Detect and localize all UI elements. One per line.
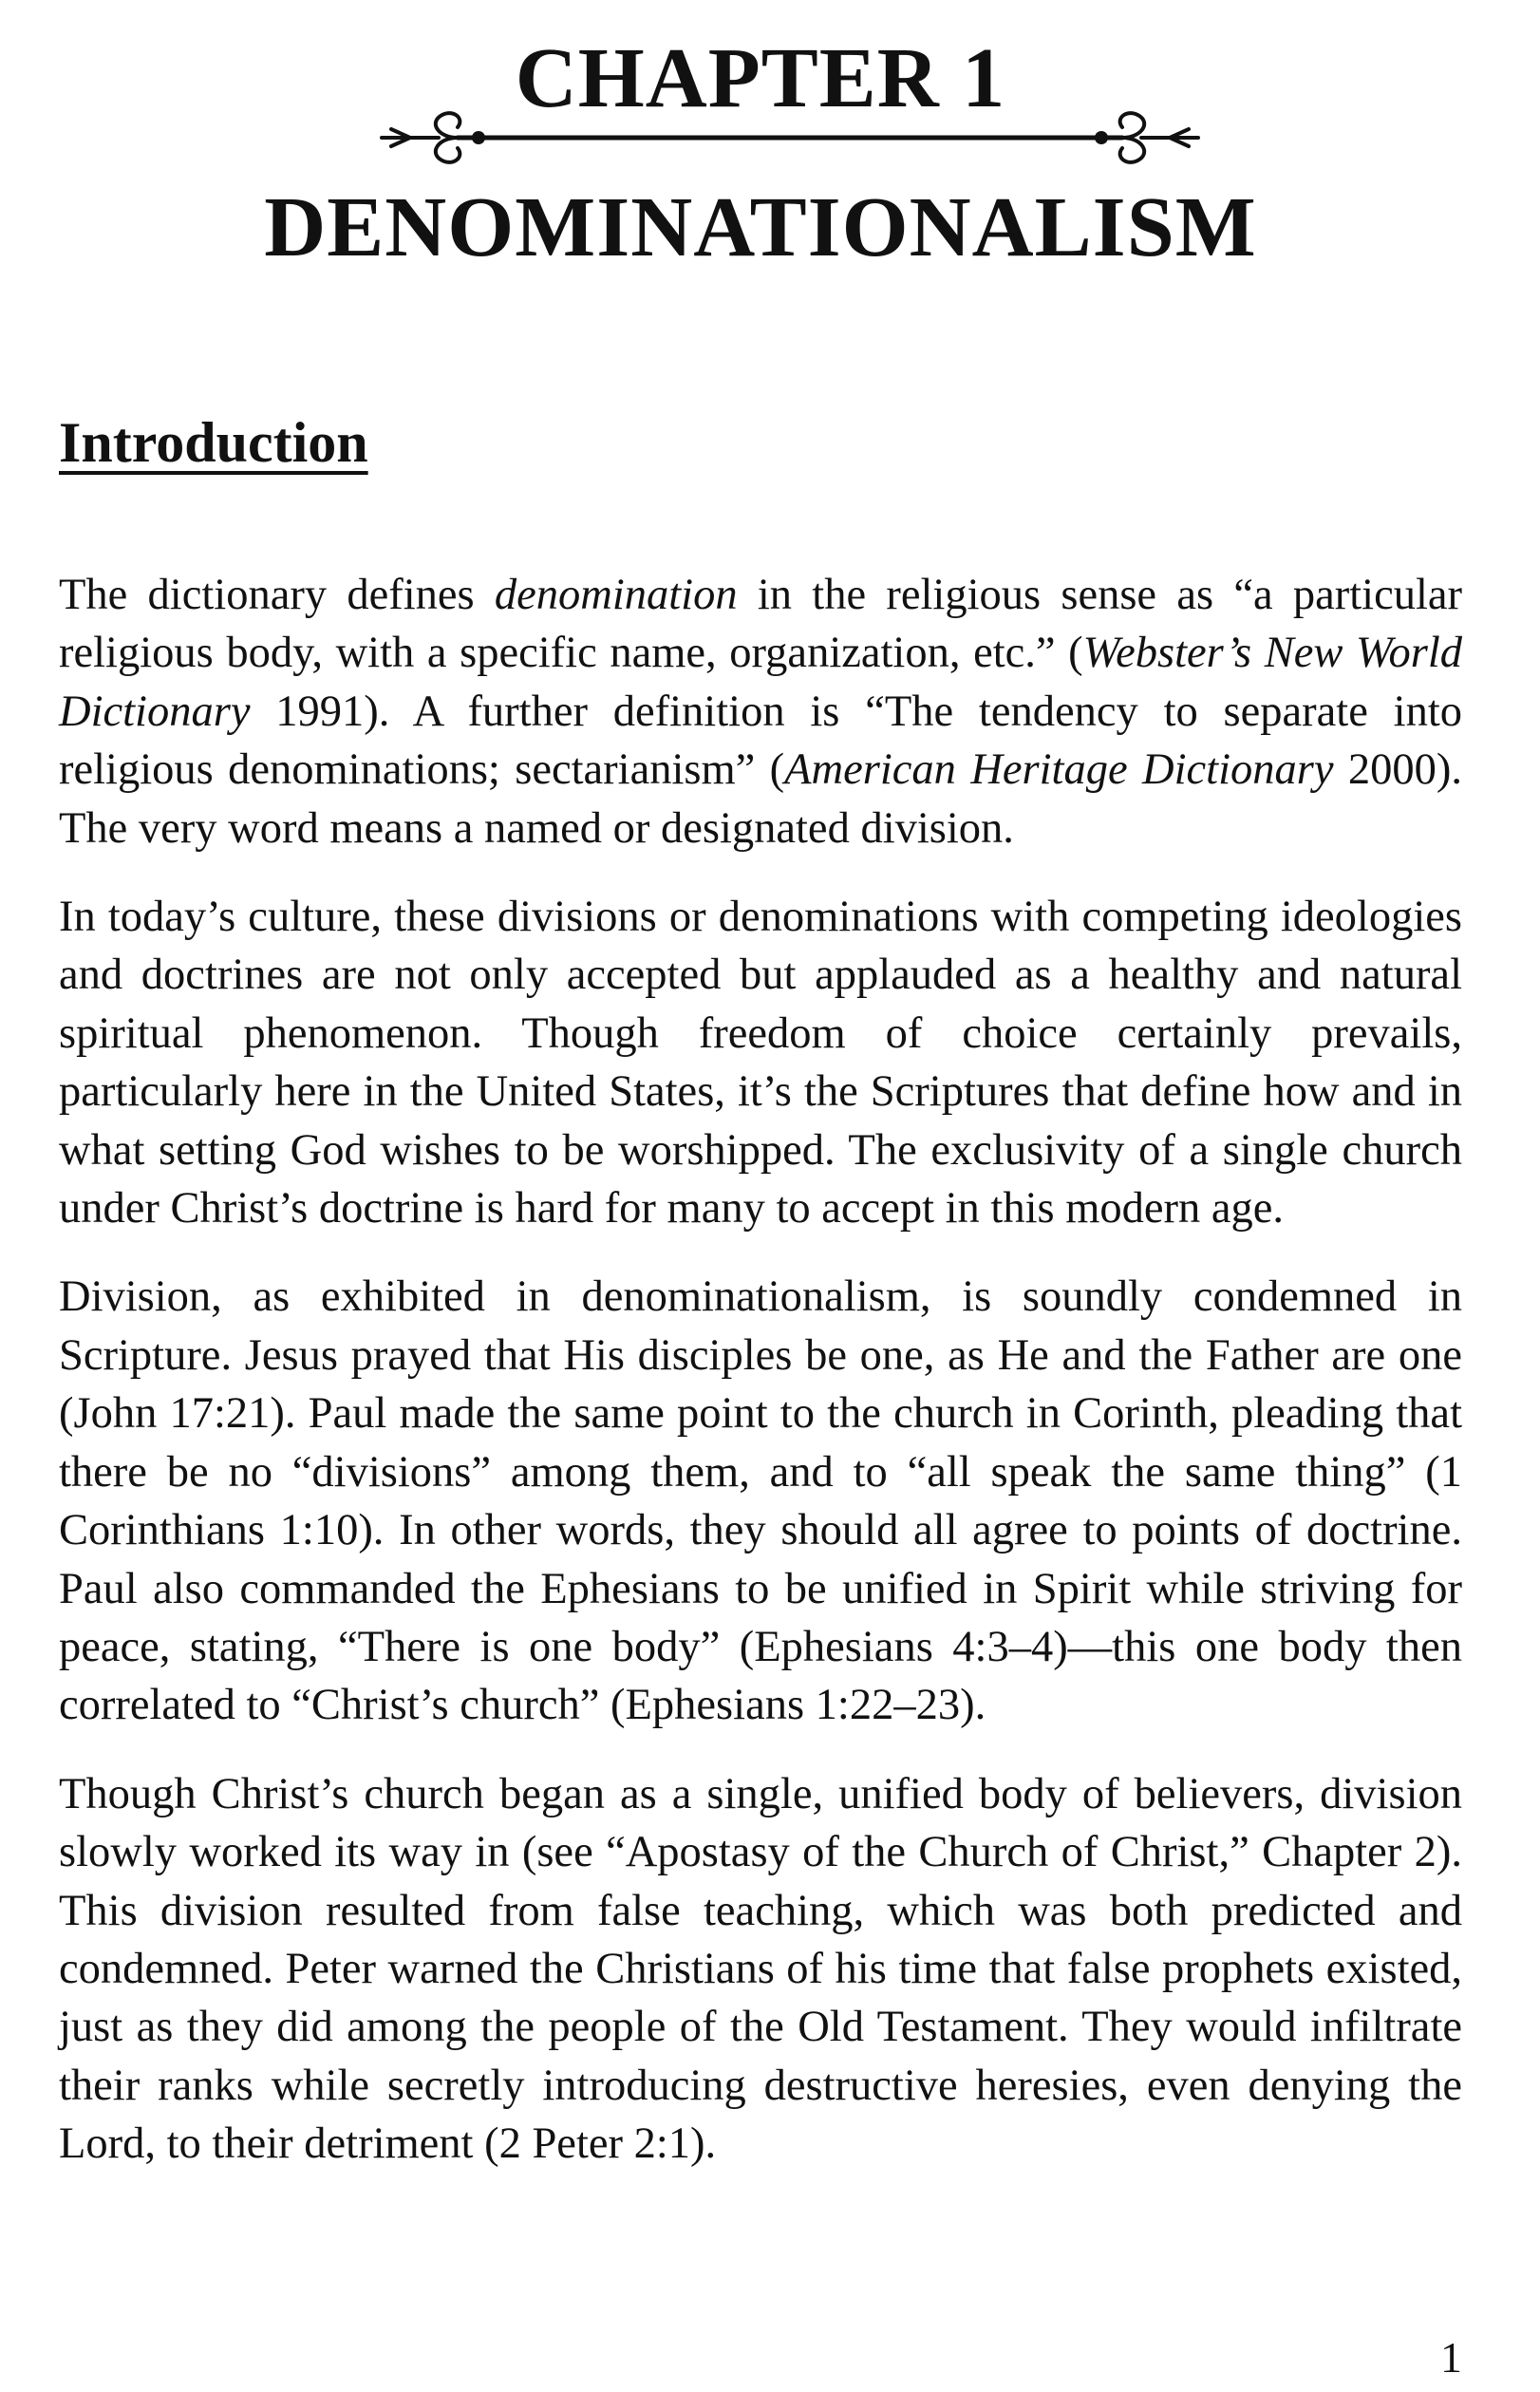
- chapter-title: DENOMINATIONALISM: [264, 180, 1257, 274]
- paragraph-1-text-a: The dictionary defines: [59, 571, 495, 619]
- paragraph-1-source-heritage: American Heritage Dictionary: [784, 745, 1334, 795]
- paragraph-1-term: denomination: [494, 571, 738, 619]
- body-text: [59, 566, 1462, 2204]
- paragraph-2: In today’s culture, these divisions or denominations with competing ideologies and doctrines are not only accepted but applauded as a healthy and natural spiritual phenomenon. Though freedom of choice certainly prevails, particularly here in the United States, it’s the Scriptures that define how and in what setting God wishes to be worshipped. The exclusivity of a single church under Christ’s doctrine is hard for many to accept in this modern age.: [59, 893, 1462, 1234]
- page-number: 1: [1440, 2333, 1462, 2382]
- paragraph-3: Division, as exhibited in denominationalism, is soundly condemned in Scripture. Jesus prayed that His disciples be one, as He and the Father are one (John 17:21). Paul made the same point to the church in Corinth, pleading that there be no “divisions” among them, and to “all speak the same thing” (1 Corinthians 1:10). In other words, they should all agree to points of doctrine. Paul also commanded the Ephesians to be unified in Spirit while striving for peace, stating, “There is one body” (Ephesians 4:3–4)—this one body then correlated to “Christ’s church” (Ephesians 1:22–23).: [59, 1272, 1462, 1730]
- book-page: [59, 0, 1462, 2392]
- paragraph-1-text-b: in the religious sense as “a particular religious body, with a specific name, organization, etc.” (: [59, 571, 1462, 678]
- paragraph-1-text-c: 1991). A further definition is “The tendency to separate into religious denominations; sectarianism” (: [59, 687, 1462, 795]
- section-heading: Introduction: [59, 411, 368, 474]
- scroll-flourish-divider-icon: [372, 104, 1208, 171]
- paragraph-1: [59, 566, 1462, 857]
- paragraph-1-source-webster: Webster’s New World Dictionary: [59, 629, 1462, 736]
- paragraph-1-text-d: 2000). The very word means a named or designated division.: [59, 745, 1462, 853]
- chapter-label: CHAPTER 1: [515, 31, 1006, 125]
- paragraph-4: Though Christ’s church began as a single, unified body of believers, division slowly worked its way in (see “Apostasy of the Church of Christ,” Chapter 2). This division resulted from false teaching, which was both predicted and condemned. Peter warned the Christians of his time that false prophets existed, just as they did among the people of the Old Testament. They would infiltrate their ranks while secretly introducing destructive heresies, even denying the Lord, to their detriment (2 Peter 2:1).: [59, 1769, 1462, 2169]
